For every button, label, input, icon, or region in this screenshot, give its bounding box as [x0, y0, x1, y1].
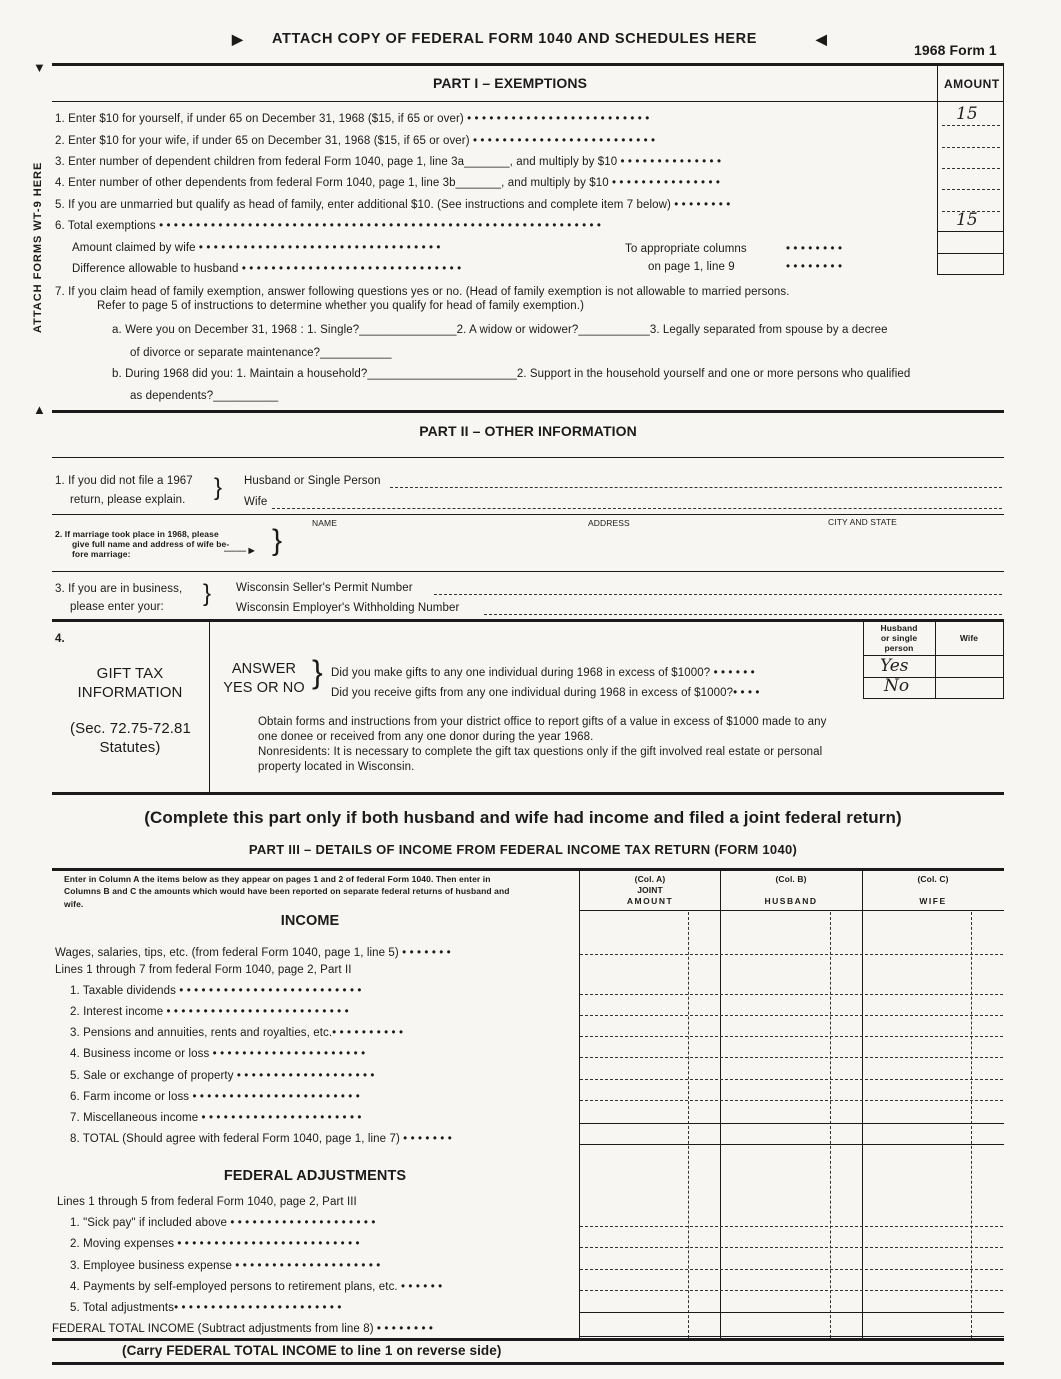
income-wages-row[interactable]	[580, 954, 1003, 955]
col-husband-1: Husband	[880, 623, 918, 633]
gift-question-2: Did you receive gifts from any one individual during 1968 in excess of $1000?• • • •	[331, 687, 760, 699]
income-row-5[interactable]	[580, 1079, 1003, 1080]
exemption-line-7a: a. Were you on December 31, 1968 : 1. Single?_______________2. A widow or widower?___________3. Legally separated from spouse by a decree	[112, 324, 888, 336]
appropriate-dots-1: • • • • • • • •	[786, 243, 843, 255]
part2-header-rule	[52, 457, 1004, 458]
q1-wife-label: Wife	[244, 496, 268, 508]
col-husband-3: person	[884, 643, 914, 653]
appropriate-columns-2: on page 1, line 9	[648, 261, 735, 273]
diff-husband-line: Difference allowable to husband • • • • • • • • • • • • • • • • • • • • • • • • • • • • • •	[72, 263, 462, 275]
adjustment-line-4: 4. Payments by self-employed persons to retirement plans, etc. • • • • • •	[70, 1281, 443, 1293]
adjustment-line-1: 1. "Sick pay" if included above • • • • • • • • • • • • • • • • • • • •	[70, 1217, 376, 1229]
adjustment-row-4[interactable]	[580, 1290, 1003, 1291]
adjustment-row-1[interactable]	[580, 1226, 1003, 1227]
q3-employer-field[interactable]	[484, 614, 1002, 615]
exemption-line-7a-cont: of divorce or separate maintenance?___________	[130, 347, 392, 359]
part3-instr-1: Enter in Column A the items below as they appear on pages 1 and 2 of federal Form 1040. Then enter in	[64, 874, 491, 884]
amount-field-6[interactable]	[938, 231, 1003, 232]
q1-husband-label: Husband or Single Person	[244, 475, 381, 487]
appropriate-columns-1: To appropriate columns	[625, 243, 747, 255]
q2-label-1: 2. If marriage took place in 1968, please	[55, 529, 219, 539]
income-title: INCOME	[280, 913, 340, 929]
attach-arrow-right-icon: ◀	[816, 31, 827, 47]
q3-label-2: please enter your:	[70, 601, 164, 613]
income-line-7: 7. Miscellaneous income • • • • • • • • • • • • • • • • • • • • • •	[70, 1112, 362, 1124]
q1-husband-field[interactable]	[390, 487, 1002, 488]
adjustment-line-5: 5. Total adjustments• • • • • • • • • • • • • • • • • • • • • • •	[70, 1302, 342, 1314]
q3-employer-label: Wisconsin Employer's Withholding Number	[236, 602, 460, 614]
income-line-8: 8. TOTAL (Should agree with federal Form 1040, page 1, line 7) • • • • • • •	[70, 1133, 452, 1145]
gift-bottom-rule	[863, 698, 1003, 699]
exemption-line-5: 5. If you are unmarried but qualify as head of family, enter additional $10. (See instructions and complete item 7 below) • • • • • • • •	[55, 199, 731, 211]
gift-answer-2-wife[interactable]	[936, 678, 1002, 698]
col-a-left	[579, 868, 580, 1338]
income-row-3[interactable]	[580, 1036, 1003, 1037]
amount-value-6: 15	[956, 210, 978, 230]
exemption-line-2: 2. Enter $10 for your wife, if under 65 on December 31, 1968 ($15, if 65 or over) • • • • • • • • • • • • • • • • • • • • • • • • •	[55, 135, 656, 147]
gift-sec-2: Statutes)	[99, 739, 161, 756]
q1-rule	[52, 514, 1004, 515]
col-c-label-2: WIFE	[919, 896, 947, 906]
exemption-line-7b-cont: as dependents?__________	[130, 390, 279, 402]
amount-field-wife[interactable]	[938, 253, 1003, 254]
gift-answer-1-husband[interactable]: Yes	[880, 656, 909, 676]
income-line-1: 1. Taxable dividends • • • • • • • • • • • • • • • • • • • • • • • • •	[70, 985, 362, 997]
q2-arrow-icon: ——►	[224, 545, 258, 557]
part3-instr-3: wife.	[64, 899, 84, 909]
income-row-1[interactable]	[580, 994, 1003, 995]
amount-field-2[interactable]	[942, 147, 1000, 148]
amount-col-left	[937, 63, 938, 275]
col-husband-2: or single	[880, 633, 918, 643]
part3-banner: (Complete this part only if both husband and wife had income and filed a joint federal return)	[144, 808, 902, 827]
col-b-label-2: HUSBAND	[764, 896, 818, 906]
q2-rule	[52, 571, 1004, 572]
q2-city-label: CITY AND STATE	[828, 517, 897, 527]
part3-instr-2: Columns B and C the amounts which would have been reported on separate federal returns of husband and	[64, 886, 510, 896]
page-bottom-rule	[52, 1362, 1004, 1365]
exemption-line-6: 6. Total exemptions • • • • • • • • • • • • • • • • • • • • • • • • • • • • • • • • • • • • • • • • • • • • • • • • • • • • • • • • • • • •	[55, 220, 602, 232]
q1-label-2: return, please explain.	[70, 494, 186, 506]
gift-divider	[209, 621, 210, 792]
gift-sec-1: (Sec. 72.75-72.81	[70, 720, 191, 737]
q2-name-label: NAME	[312, 518, 337, 528]
income-lines-header: Lines 1 through 7 from federal Form 1040, page 2, Part II	[55, 964, 352, 976]
income-line-3: 3. Pensions and annuities, rents and royalties, etc.• • • • • • • • • •	[70, 1027, 404, 1039]
exemption-line-4: 4. Enter number of other dependents from federal Form 1040, page 1, line 3b_______, and multiply by $10 • • • • • • • • • • • • • • •	[55, 177, 721, 189]
answer-label-2: YES OR NO	[223, 680, 305, 696]
part1-header-rule	[52, 101, 1004, 102]
adjustments-title: FEDERAL ADJUSTMENTS	[223, 1168, 407, 1184]
side-arrow-up-icon: ▲	[33, 402, 46, 417]
carry-note: (Carry FEDERAL TOTAL INCOME to line 1 on reverse side)	[122, 1343, 502, 1358]
income-line-5: 5. Sale or exchange of property • • • • • • • • • • • • • • • • • • •	[70, 1070, 375, 1082]
col-b-label-1: (Col. B)	[775, 874, 807, 884]
part1-top-rule	[52, 63, 1004, 66]
gift-answer-2-husband[interactable]: No	[884, 676, 910, 696]
adjustment-row-2[interactable]	[580, 1247, 1003, 1248]
attach-arrow-left-icon: ▶	[232, 31, 243, 47]
income-row-4[interactable]	[580, 1057, 1003, 1058]
exemption-line-7: 7. If you claim head of family exemption, answer following questions yes or no. (Head of family exemption is not allowable to married persons.	[55, 286, 790, 298]
exemption-line-1: 1. Enter $10 for yourself, if under 65 on December 31, 1968 ($15, if 65 or over) • • • • • • • • • • • • • • • • • • • • • • • • •	[55, 113, 650, 125]
attach-title: ATTACH COPY OF FEDERAL FORM 1040 AND SCHEDULES HERE	[272, 31, 757, 47]
col-a-label-2: JOINT	[637, 885, 663, 895]
adjustment-line-3: 3. Employee business expense • • • • • • • • • • • • • • • • • • • •	[70, 1260, 381, 1272]
income-line-2: 2. Interest income • • • • • • • • • • • • • • • • • • • • • • • • •	[70, 1006, 349, 1018]
q2-brace: }	[272, 524, 283, 557]
col-b-left	[720, 868, 721, 1338]
col-a-label-3: AMOUNT	[626, 896, 674, 906]
federal-total-row[interactable]	[579, 1336, 1004, 1337]
amount-field-4[interactable]	[942, 189, 1000, 190]
q3-label-1: 3. If you are in business,	[55, 583, 183, 595]
amount-field-1[interactable]	[942, 125, 1000, 126]
q2-label-2: give full name and address of wife be-	[72, 539, 230, 549]
gift-question-1: Did you make gifts to any one individual during 1968 in excess of $1000? • • • • • •	[331, 667, 755, 679]
gift-note-1: Obtain forms and instructions from your district office to report gifts of a value in excess of $1000 made to any	[258, 716, 827, 728]
amount-col-right	[1003, 63, 1004, 275]
amount-field-husband[interactable]	[938, 274, 1003, 275]
col-a-label-1: (Col. A)	[634, 874, 666, 884]
q1-brace: }	[214, 474, 223, 501]
col-header-rule	[579, 910, 1004, 911]
answer-brace: }	[312, 654, 323, 690]
answer-label-1: ANSWER	[231, 661, 297, 677]
exemption-line-7b: b. During 1968 did you: 1. Maintain a household?_______________________2. Support in the household yourself and one or more persons who qualified	[112, 368, 911, 380]
q2-address-label: ADDRESS	[588, 518, 630, 528]
appropriate-dots-2: • • • • • • • •	[786, 261, 843, 273]
q1-label-1: 1. If you did not file a 1967	[55, 475, 193, 487]
part3-bottom-rule	[52, 1338, 1004, 1341]
amount-value-1: 15	[956, 104, 978, 124]
income-row-7[interactable]	[579, 1123, 1004, 1124]
col-c-label-1: (Col. C)	[917, 874, 949, 884]
gift-note-4: property located in Wisconsin.	[258, 761, 415, 773]
side-attach-label: ATTACH FORMS WT-9 HERE	[32, 161, 44, 333]
adjustment-row-5[interactable]	[579, 1312, 1004, 1313]
col-wife: Wife	[959, 633, 979, 643]
q3-rule	[52, 619, 1004, 622]
gift-note-3: Nonresidents: It is necessary to complete the gift tax questions only if the gift involved real estate or personal	[258, 746, 823, 758]
income-line-4: 4. Business income or loss • • • • • • • • • • • • • • • • • • • • •	[70, 1048, 366, 1060]
adjustments-header: Lines 1 through 5 from federal Form 1040, page 2, Part III	[57, 1196, 357, 1208]
gift-title-1: GIFT TAX	[96, 665, 164, 682]
federal-total-line: FEDERAL TOTAL INCOME (Subtract adjustments from line 8) • • • • • • • •	[52, 1323, 434, 1335]
income-row-8[interactable]	[579, 1144, 1004, 1145]
part1-title: PART I – EXEMPTIONS	[432, 75, 588, 91]
q1-wife-field[interactable]	[272, 508, 1002, 509]
income-line-6: 6. Farm income or loss • • • • • • • • • • • • • • • • • • • • • • •	[70, 1091, 360, 1103]
income-row-6[interactable]	[580, 1100, 1003, 1101]
income-row-2[interactable]	[580, 1015, 1003, 1016]
income-wages: Wages, salaries, tips, etc. (from federal Form 1040, page 1, line 5) • • • • • • •	[55, 947, 451, 959]
amount-field-3[interactable]	[942, 168, 1000, 169]
q3-seller-field[interactable]	[434, 594, 1002, 595]
gift-answer-1-wife[interactable]	[936, 656, 1002, 676]
adjustment-line-2: 2. Moving expenses • • • • • • • • • • • • • • • • • • • • • • • • •	[70, 1238, 360, 1250]
part2-top-rule	[52, 410, 1004, 413]
form-id: 1968 Form 1	[914, 42, 997, 58]
side-arrow-down-icon: ▼	[33, 60, 46, 75]
adjustment-row-3[interactable]	[580, 1269, 1003, 1270]
exemption-line-7-cont: Refer to page 5 of instructions to determine whether you qualify for head of family exemption.)	[97, 300, 585, 312]
part2-title: PART II – OTHER INFORMATION	[419, 423, 637, 439]
col-b-cents	[830, 912, 831, 1338]
gift-title-2: INFORMATION	[77, 684, 183, 701]
col-a-cents	[688, 912, 689, 1338]
q3-brace: }	[203, 580, 212, 607]
part3-title: PART III – DETAILS OF INCOME FROM FEDERAL INCOME TAX RETURN (FORM 1040)	[248, 842, 798, 857]
q2-label-3: fore marriage:	[72, 549, 131, 559]
gift-note-2: one donee or received from any one donor during the year 1968.	[258, 731, 594, 743]
col-c-left	[862, 868, 863, 1338]
exemption-line-3: 3. Enter number of dependent children from federal Form 1040, page 1, line 3a_______, and multiply by $10 • • • • • • • • • • • • • •	[55, 156, 722, 168]
wife-claimed-line: Amount claimed by wife • • • • • • • • • • • • • • • • • • • • • • • • • • • • • • • • •	[72, 242, 441, 254]
amount-header: AMOUNT	[944, 77, 1000, 91]
gift-col-right	[1003, 621, 1004, 699]
q4-number: 4.	[55, 633, 65, 645]
col-c-cents	[971, 912, 972, 1338]
part2-bottom-rule	[52, 792, 1004, 795]
q3-seller-label: Wisconsin Seller's Permit Number	[236, 582, 413, 594]
